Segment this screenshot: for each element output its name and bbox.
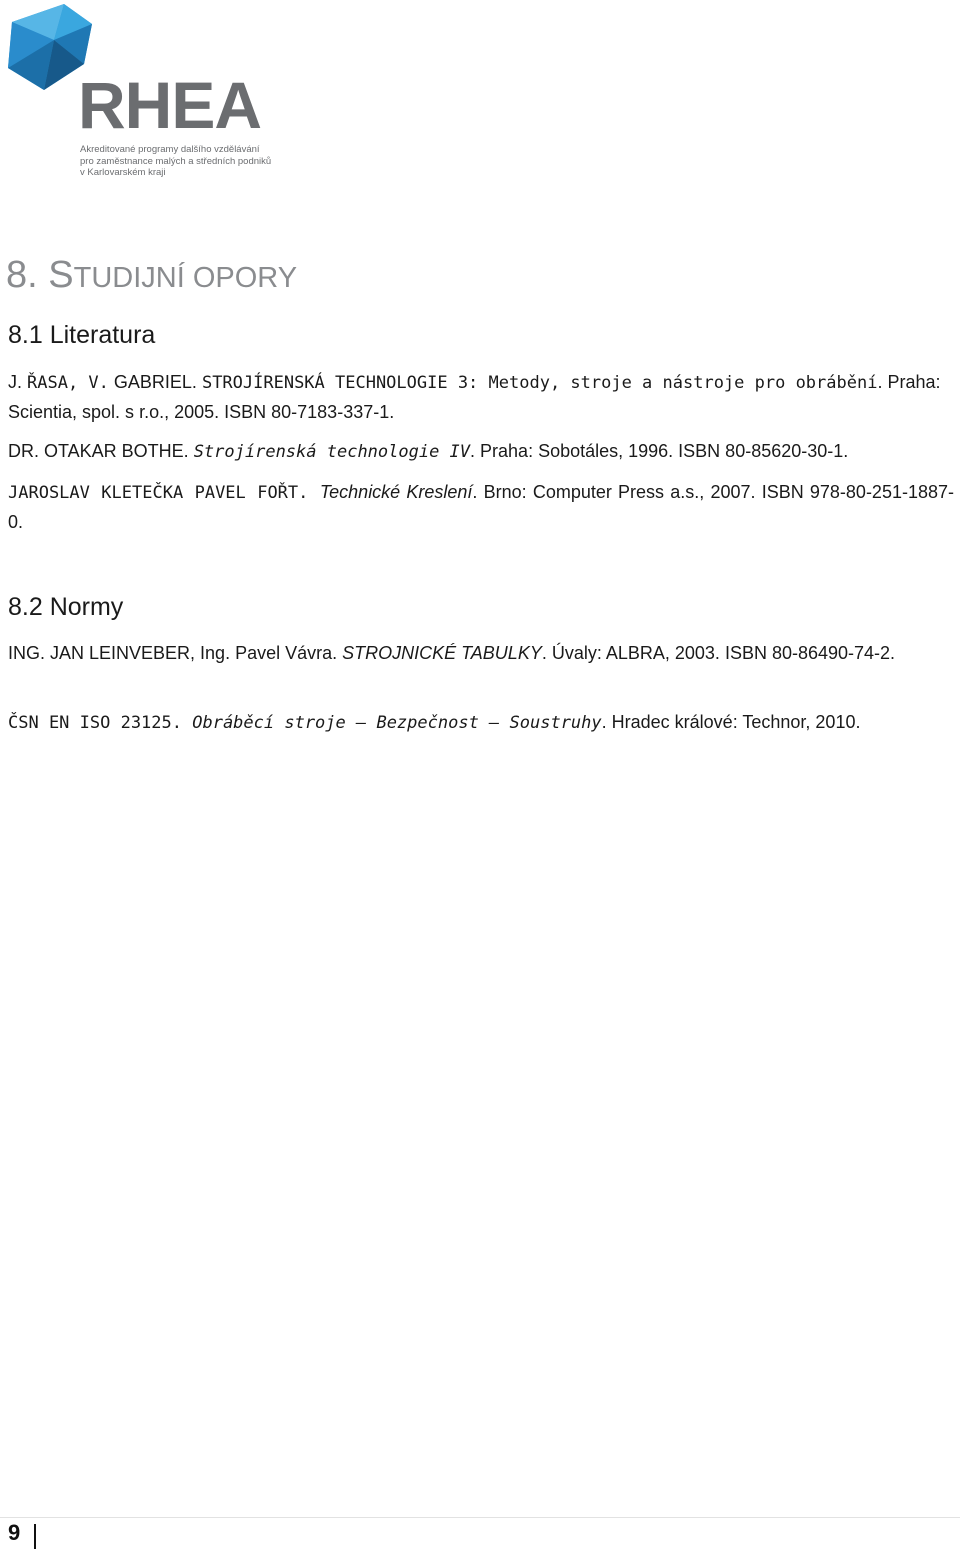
section-heading-norms: 8.2 Normy [8,593,124,621]
section-heading-literature: 8.1 Literatura [8,321,156,349]
ref-authors: DR. OTAKAR BOTHE. [8,441,194,461]
logo-tagline-line: v Karlovarském kraji [80,167,166,178]
ref-publication: . Praha: Sobotáles, 1996. ISBN 80-85620-30-1. [470,441,849,461]
chapter-title-rest: TUDIJNÍ OPORY [73,262,298,294]
reference-item [8,437,954,467]
logo-tagline-line: pro zaměstnance malých a středních podniků [80,155,272,167]
ref-title: STROJNICKÉ TABULKY [342,643,542,663]
ref-authors: GABRIEL. [108,372,202,392]
ref-authors: ING. JAN LEINVEBER, Ing. Pavel Vávra. [8,643,343,663]
ref-publication: . Úvaly: ALBRA, 2003. ISBN 80-86490-74-2. [541,643,896,663]
page-number-bar [34,1524,36,1549]
logo-tagline-line: Akreditované programy dalšího vzdělávání [80,144,260,155]
ref-publication: . Hradec králové: Technor, 2010. [601,712,861,732]
footer-divider [0,1517,960,1518]
ref-authors: ČSN EN ISO 23125. [8,713,193,733]
chapter-heading [6,254,297,297]
ref-authors: ŘASA, V. [27,373,109,393]
logo-wordmark: RHEA [78,68,262,142]
reference-item [8,368,954,427]
ref-publication: . Praha: Scientia, spol. s r.o., 2005. ISBN 80-7183-337-1. [8,372,941,422]
rhea-logo [4,2,274,182]
reference-item [8,478,954,537]
ref-title: Technické Kreslení [319,482,473,502]
ref-title: Strojírenská technologie IV [193,442,471,462]
ref-title: Obráběcí stroje – Bezpečnost – Soustruhy [192,713,602,733]
logo-tagline [80,144,280,179]
chapter-number: 8. [6,254,38,296]
reference-item [8,639,954,668]
ref-title: STROJÍRENSKÁ TECHNOLOGIE 3: Metody, stroje a nástroje pro obrábění [201,373,878,393]
ref-publication: . Brno: Computer Press a.s., 2007. ISBN 978-80-251-1887-0. [8,482,954,532]
chapter-title-initial: S [48,254,74,296]
page-number: 9 [8,1520,21,1545]
ref-authors: J. [8,372,28,392]
reference-item [8,708,954,738]
ref-authors: JAROSLAV KLETEČKA PAVEL FOŘT. [8,483,320,503]
